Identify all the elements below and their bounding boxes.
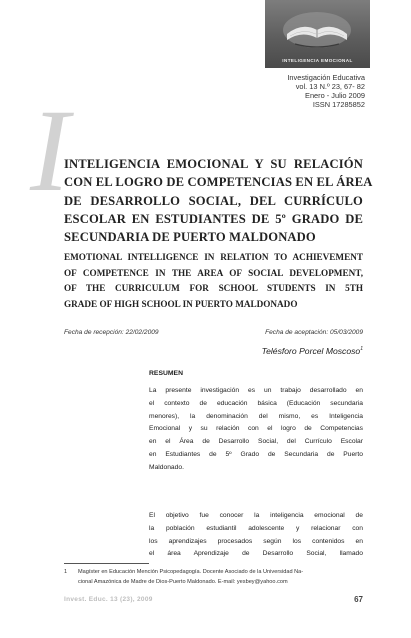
abstract-paragraph-1	[149, 385, 363, 475]
title-es-line: INTELIGENCIA EMOCIONAL Y SU RELACIÓN	[64, 157, 363, 171]
title-en-line: OF COMPETENCE IN THE AREA OF SOCIAL DEVELOPMENT,	[64, 267, 363, 278]
title-es-line: SECUNDARIA DE PUERTO MALDONADO	[64, 230, 316, 245]
page-number: 67	[354, 595, 363, 604]
journal-name: Investigación Educativa	[287, 73, 365, 82]
title-english	[64, 250, 363, 312]
abstract-heading: RESUMEN	[149, 370, 183, 377]
paragraph-line: menores), la denominación del mismo, es Inteligencia	[149, 412, 363, 420]
author	[262, 346, 363, 356]
footnote-divider	[64, 563, 149, 564]
paragraph-line: Maldonado.	[149, 463, 184, 471]
paragraph-line: el área Aprendizaje de Desarrollo Social, llamado	[149, 550, 363, 558]
date-received: Fecha de recepción: 22/02/2009	[64, 329, 159, 336]
date-accepted: Fecha de aceptación: 05/03/2009	[265, 329, 363, 336]
logo-caption: INTELIGENCIA EMOCIONAL	[282, 58, 353, 63]
decorative-initial: I	[30, 85, 70, 216]
paragraph-line: en Estudiantes de 5º Grado de Secundaria de Puerto	[149, 450, 363, 458]
abstract-paragraph-2	[149, 510, 363, 561]
footnote	[64, 567, 363, 587]
paragraph-line: La presente investigación es un trabajo desarrollado en	[149, 387, 363, 394]
paragraph-line: en el Área de Desarrollo Social, del Currículo Escolar	[149, 438, 363, 446]
title-en-line: GRADE OF HIGH SCHOOL IN PUERTO MALDONADO	[64, 298, 298, 309]
footnote-number: 1	[64, 569, 68, 575]
paragraph-line: la población estudiantil adolescente y relacionar con	[149, 524, 363, 532]
footnote-line: Magíster en Educación Mención Psicopedagogía. Docente Asociado de la Universidad Na-	[78, 569, 304, 575]
title-en-line: EMOTIONAL INTELLIGENCE IN RELATION TO ACHIEVEMENT	[64, 252, 363, 262]
author-footnote-mark: 1	[360, 346, 363, 353]
footnote-line: cional Amazónica de Madre de Dios-Puerto Maldonado. E-mail: yesbey@yahoo.com	[78, 579, 288, 586]
footer-journal: Invest. Educ. 13 (23), 2009	[64, 596, 153, 603]
paragraph-line: el contexto de educación básica (Educación secundaria	[149, 399, 363, 407]
issn: ISSN 17285852	[312, 99, 365, 109]
paragraph-line: los aprendizajes procesados según los contenidos en	[149, 537, 363, 545]
title-es-line: DE DESARROLLO SOCIAL, DEL CURRÍCULO	[64, 193, 363, 208]
paragraph-line: El objetivo fue conocer la inteligencia emocional de	[149, 512, 363, 519]
paragraph-line: Emocional y su relación con el logro de Competencias	[149, 425, 363, 433]
publication-period: Enero - Julio 2009	[305, 90, 365, 100]
title-es-line: ESCOLAR EN ESTUDIANTES DE 5º GRADO DE	[64, 211, 363, 226]
volume-info: vol. 13 N.º 23, 67- 82	[295, 81, 365, 91]
citation-block	[287, 74, 365, 110]
author-name: Telésforo Porcel Moscoso	[261, 346, 361, 356]
title-spanish	[64, 155, 373, 246]
journal-logo	[265, 0, 370, 68]
title-en-line: OF THE CURRICULUM FOR SCHOOL STUDENTS IN 5TH	[64, 283, 363, 294]
title-es-line: CON EL LOGRO DE COMPETENCIAS EN EL ÁREA	[64, 175, 373, 190]
